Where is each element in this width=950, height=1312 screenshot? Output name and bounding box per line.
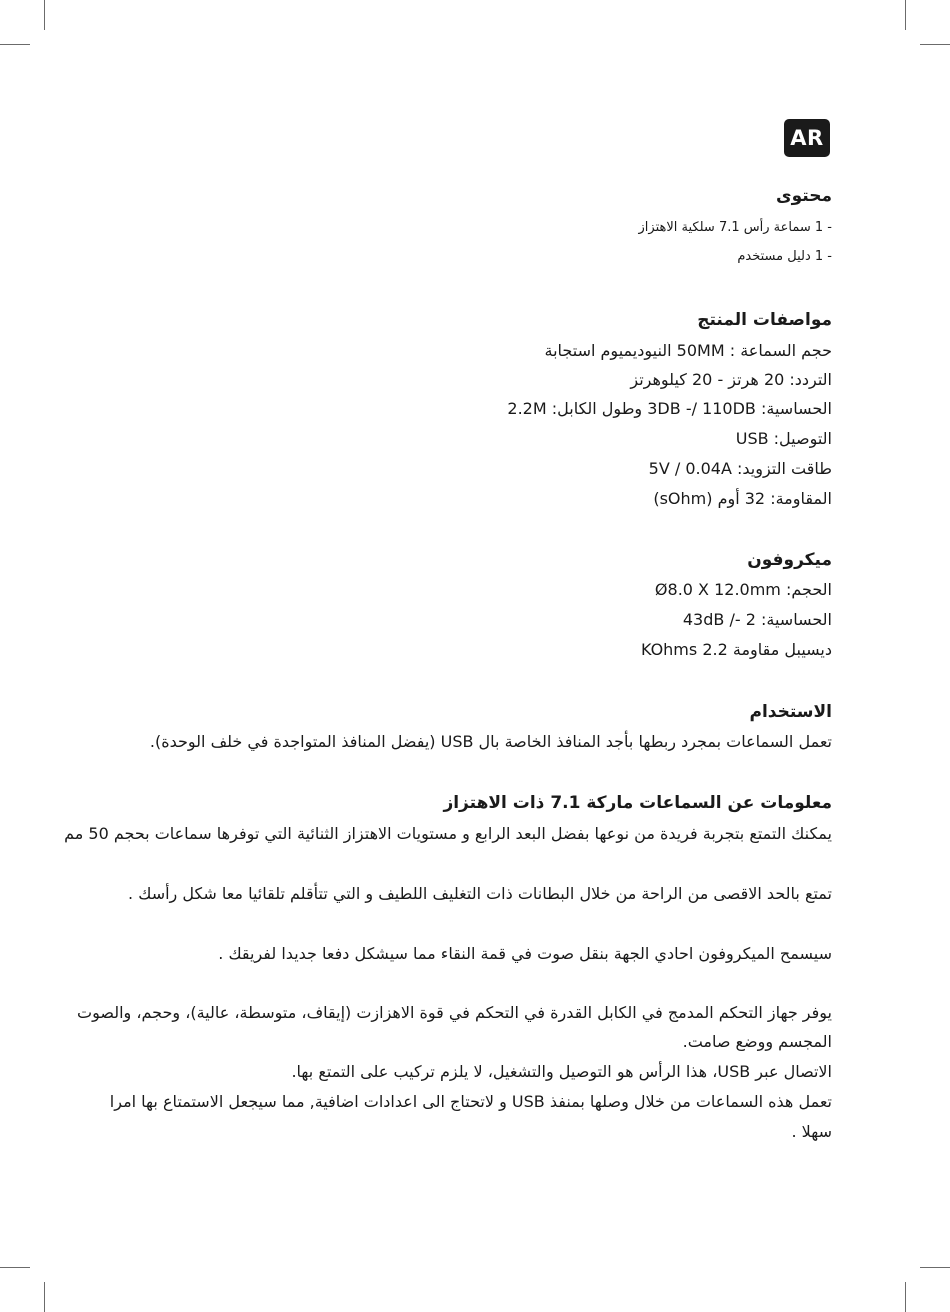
mic-sensitivity: الحساسية: 2 -/ 43dB <box>682 610 832 629</box>
info-paragraph-microphone: سيسمح الميكروفون احادي الجهة بنقل صوت في قمة النقاء مما سيشكل دفعا جديدا لفريقك . <box>218 944 832 963</box>
info-paragraph-dimension: يمكنك التمتع بتجربة فريدة من نوعها بفضل البعد الرابع و مستويات الاهتزاز الثنائية التي توفرها سماعات بحجم 50 مم <box>64 824 832 843</box>
crop-mark-bottom-right-horizontal <box>920 1267 950 1268</box>
mic-impedance: ديسيبل مقاومة 2.2 KOhms <box>640 640 832 659</box>
crop-mark-top-right-vertical <box>905 0 906 30</box>
spec-power: طاقت التزويد: 5V / 0.04A <box>648 459 832 478</box>
info-paragraph-setup-line1: تعمل هذه السماعات من خلال وصلها بمنفذ USB و لاتحتاج الى اعدادات اضافية, مما سيجعل الاستمتاع بها امرا <box>109 1092 832 1111</box>
specs-heading: مواصفات المنتج <box>697 310 832 330</box>
crop-mark-bottom-left-horizontal <box>0 1267 30 1268</box>
crop-mark-top-right-horizontal <box>920 44 950 45</box>
info-paragraph-controller-line1: يوفر جهاز التحكم المدمج في الكابل القدرة في التحكم في قوة الاهزازت (إيقاف، متوسطة، عالية)، وحجم، والصوت <box>77 1003 832 1022</box>
crop-mark-bottom-right-vertical <box>905 1282 906 1312</box>
info-paragraph-comfort: تمتع بالحد الاقصى من الراحة من خلال البطانات ذات التغليف اللطيف و التي تتأقلم تلقائيا معا شكل رأسك . <box>128 884 832 903</box>
info-heading: معلومات عن السماعات ماركة 7.1 ذات الاهتزاز <box>443 793 832 813</box>
info-paragraph-usb: الاتصال عبر USB، هذا الرأس هو التوصيل والتشغيل، لا يلزم تركيب على التمتع بها. <box>291 1062 832 1081</box>
spec-driver-size: حجم السماعة : 50MM النيوديميوم استجابة <box>544 341 832 360</box>
contents-item-manual: - 1 دليل مستخدم <box>737 249 832 264</box>
spec-impedance: المقاومة: 32 أوم (sOhm) <box>653 489 832 508</box>
usage-heading: الاستخدام <box>749 702 832 722</box>
language-badge: AR <box>784 119 830 157</box>
crop-mark-top-left-vertical <box>44 0 45 30</box>
spec-sensitivity-cable: الحساسية: 3DB -/ 110DB وطول الكابل: 2.2M <box>507 399 832 418</box>
spec-connection: التوصيل: USB <box>735 429 832 448</box>
info-paragraph-setup-line2: سهلا . <box>791 1122 832 1141</box>
crop-mark-top-left-horizontal <box>0 44 30 45</box>
mic-heading: ميكروفون <box>747 550 832 570</box>
contents-item-headset: - 1 سماعة رأس 7.1 سلكية الاهتزاز <box>638 220 832 235</box>
crop-mark-bottom-left-vertical <box>44 1282 45 1312</box>
usage-text: تعمل السماعات بمجرد ربطها بأجد المنافذ الخاصة بال USB (يفضل المنافذ المتواجدة في خلف الوحدة). <box>149 732 832 751</box>
contents-heading: محتوى <box>776 186 832 206</box>
spec-frequency: التردد: 20 هرتز - 20 كيلوهرتز <box>630 370 832 389</box>
info-paragraph-controller-line2: المجسم ووضع صامت. <box>682 1032 832 1051</box>
mic-size: الحجم: Ø8.0 X 12.0mm <box>654 580 832 599</box>
